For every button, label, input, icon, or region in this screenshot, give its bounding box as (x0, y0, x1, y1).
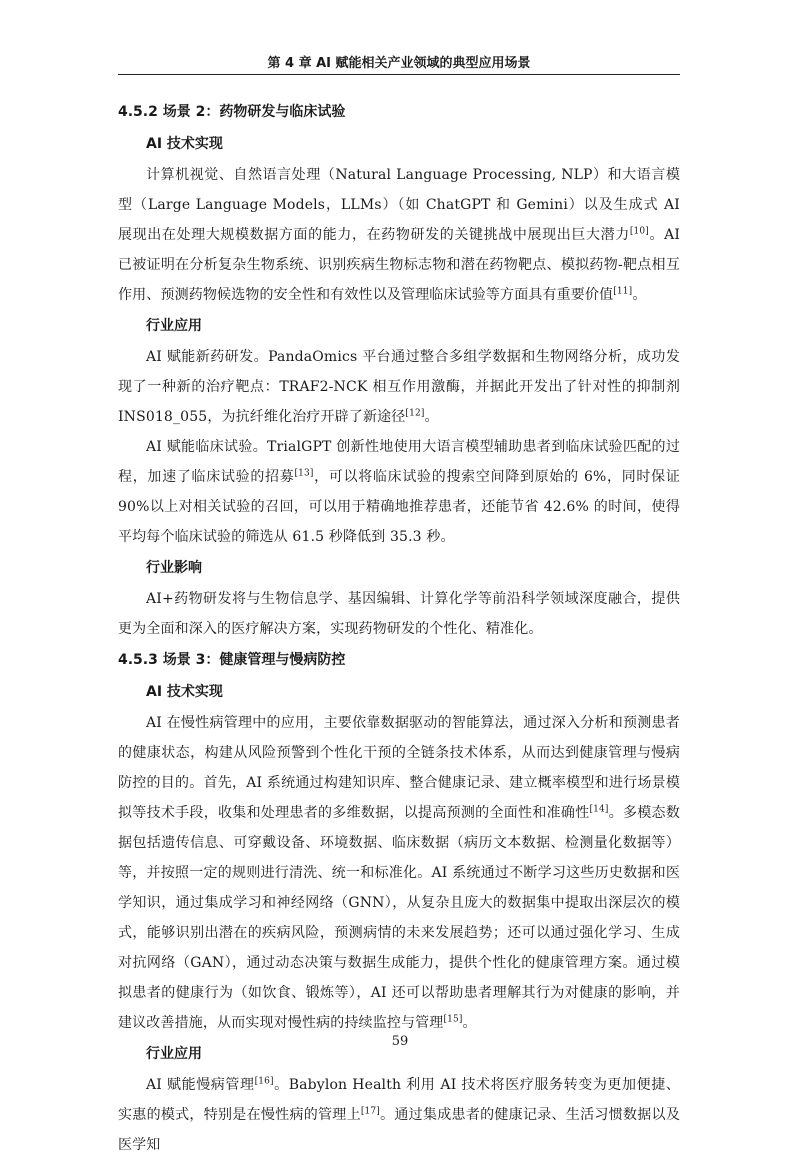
paragraph: AI+药物研发将与生物信息学、基因编辑、计算化学等前沿科学领域深度融合，提供更为全面和深入的医疗解决方案，实现药物研发的个性化、精准化。 (118, 591, 680, 637)
subheading: AI 技术实现 (146, 136, 223, 152)
citation: [10] (629, 226, 649, 237)
paragraph: AI 在慢性病管理中的应用，主要依靠数据驱动的智能算法，通过深入分析和预测患者的健康状态，构建从风险预警到个性化干预的全链条技术体系，从而达到健康管理与慢病防控的目的。首先，AI 系统通过构建知识库、整合健康记录、建立概率模型和进行场景模拟等技术手段，收集和处理患者的多维数据，以提高预测的全面性和准确性[14]。多模态数据包括遗传信息、可穿戴设备、环境数据、临床数据（病历文本数据、检测量化数据等）等，并按照一定的规则进行清洗、统一和标准化。AI 系统通过不断学习这些历史数据和医学知识，通过集成学习和神经网络（GNN），从复杂且庞大的数据集中提取出深层次的模式，能够识别出潜在的疾病风险，预测病情的未来发展趋势；还可以通过强化学习、生成对抗网络（GAN），通过动态决策与数据生成能力，提供个性化的健康管理方案。通过模拟患者的健康行为（如饮食、锻炼等），AI 还可以帮助患者理解其行为对健康的影响，并建议改善措施，从而实现对慢性病的持续监控与管理[15]。 (118, 715, 680, 1031)
paragraph: AI 赋能新药研发。PandaOmics 平台通过整合多组学数据和生物网络分析，成功发现了一种新的治疗靶点：TRAF2-NCK 相互作用激酶，并据此开发出了针对性的抑制剂INS018_055，为抗纤维化治疗开辟了新途径[12]。 (118, 349, 680, 425)
citation: [15] (443, 1014, 463, 1025)
citation: [13] (294, 468, 314, 479)
running-header: 第 4 章 AI 赋能相关产业领域的典型应用场景 (267, 56, 531, 71)
subheading: 行业影响 (146, 560, 202, 576)
page-content (118, 96, 680, 1160)
subheading: 行业应用 (146, 318, 202, 334)
citation: [11] (613, 286, 633, 297)
section-heading: 4.5.2 场景 2：药物研发与临床试验 (118, 104, 346, 120)
page-number: 59 (391, 1034, 409, 1049)
paragraph: AI 赋能临床试验。TrialGPT 创新性地使用大语言模型辅助患者到临床试验匹配的过程，加速了临床试验的招募[13]，可以将临床试验的搜索空间降到原始的 6%，同时保证 90%以上对相关试验的召回，可以用于精确地推荐患者，还能节省 42.6% 的时间，使得平均每个临床试验的筛选从 61.5 秒降低到 35.3 秒。 (118, 439, 680, 545)
paragraph: AI 赋能慢病管理[16]。Babylon Health 利用 AI 技术将医疗服务转变为更加便捷、实惠的模式，特别是在慢性病的管理上[17]。通过集成患者的健康记录、生活习惯数据以及医学知 (118, 1076, 680, 1153)
citation: [17] (360, 1106, 380, 1117)
header-divider (118, 74, 680, 75)
subheading: 行业应用 (146, 1046, 202, 1062)
citation: [12] (405, 408, 425, 419)
paragraph: 计算机视觉、自然语言处理（Natural Language Processing, NLP）和大语言模型（Large Language Models，LLMs）（如 ChatGPT 和 Gemini）以及生成式 AI 展现出在处理大规模数据方面的能力，在药物研发的关键挑战中展现出巨大潜力[10]。AI 已被证明在分析复杂生物系统、识别疾病生物标志物和潜在药物靶点、模拟药物-靶点相互作用、预测药物候选物的安全性和有效性以及管理临床试验等方面具有重要价值[11]。 (118, 167, 681, 303)
section-heading: 4.5.3 场景 3：健康管理与慢病防控 (118, 652, 346, 668)
citation: [14] (589, 804, 609, 815)
subheading: AI 技术实现 (146, 684, 223, 700)
citation: [16] (254, 1076, 274, 1087)
